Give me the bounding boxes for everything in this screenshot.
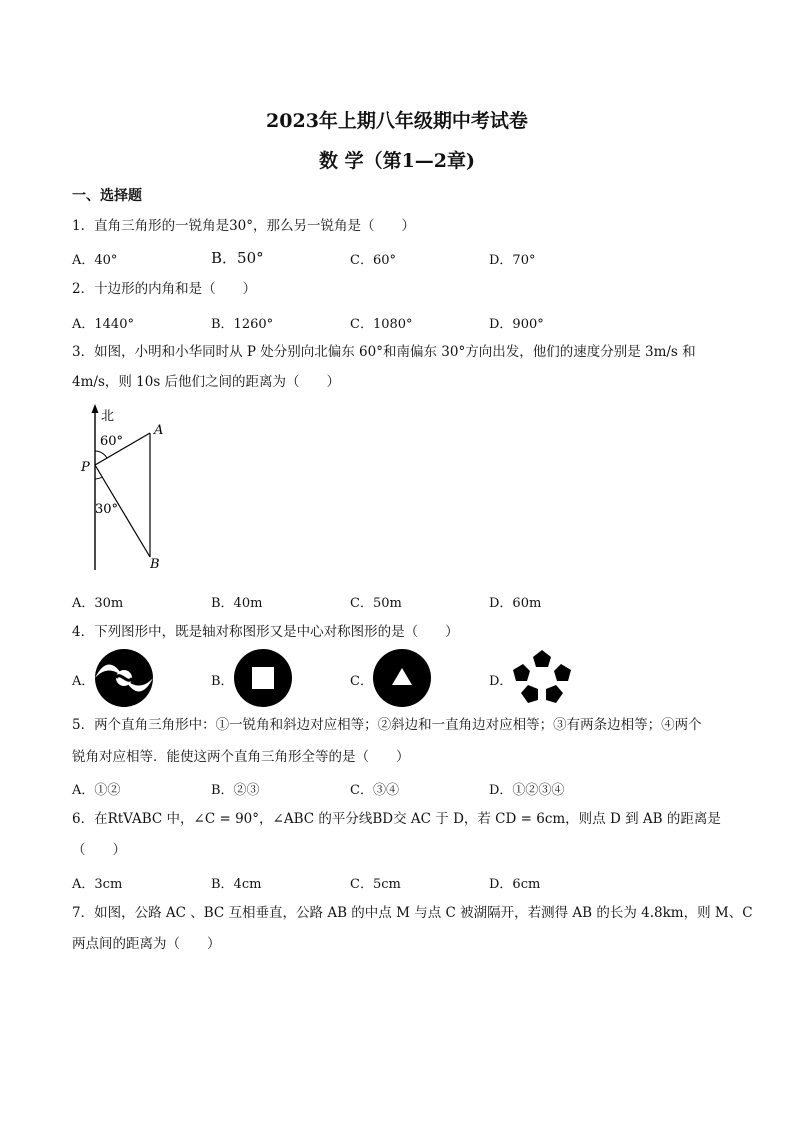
question-6-text-line1: 6．在RtVABC 中，∠C = 90°，∠ABC 的平分线BD交 AC 于 D，若 CD = 6cm，则点 D 到 AB 的距离是 — [72, 811, 721, 827]
question-1-text: 1．直角三角形的一锐角是30°，那么另一锐角是（ ） — [72, 218, 416, 234]
question-3-text-line1: 3．如图，小明和小华同时从 P 处分别向北偏东 60°和南偏东 30°方向出发，他们的速度分别是 3m/s 和 — [72, 344, 696, 360]
triangle-in-circle-icon — [372, 648, 432, 708]
question-2-options — [72, 313, 632, 333]
question-2-option-c: C．1080° — [350, 317, 413, 332]
north-arrow-icon — [92, 404, 99, 413]
question-5-option-a: A．①② — [72, 783, 121, 798]
question-1-option-a: A．40° — [72, 253, 118, 268]
question-4-option-d-label: D． — [489, 674, 513, 689]
angle-label-30: 30° — [95, 502, 119, 517]
angle-arc-top — [95, 451, 107, 458]
question-5-text-line2: 锐角对应相等．能使这两个直角三角形全等的是（ ） — [72, 749, 410, 765]
question-1-options — [72, 249, 632, 269]
question-5-text-line1: 5．两个直角三角形中：①一锐角和斜边对应相等；②斜边和一直角边对应相等；③有两条边相等；④两个 — [72, 717, 702, 733]
question-2-text: 2．十边形的内角和是（ ） — [72, 281, 257, 297]
question-6-option-a: A．3cm — [72, 877, 123, 892]
question-4-text: 4．下列图形中，既是轴对称图形又是中心对称图形的是（ ） — [72, 624, 459, 640]
square-in-circle-icon — [233, 648, 293, 708]
question-4-option-c-label: C． — [350, 674, 373, 689]
angle-label-60: 60° — [100, 434, 124, 449]
question-5-option-b: B．②③ — [211, 783, 260, 798]
question-1-option-d: D．70° — [489, 253, 536, 268]
question-4-option-a-label: A． — [72, 674, 95, 689]
question-2-option-d: D．900° — [489, 317, 544, 332]
question-6-text-line2: （ ） — [72, 842, 126, 858]
question-2-option-a: A．1440° — [72, 317, 134, 332]
point-a-label: A — [154, 423, 164, 438]
question-6-option-c: C．5cm — [350, 877, 401, 892]
question-2-option-b: B．1260° — [211, 317, 274, 332]
north-label: 北 — [101, 409, 115, 424]
question-5-option-d: D．①②③④ — [489, 783, 565, 798]
question-1-option-b: B．50° — [211, 249, 264, 267]
exam-subtitle: 数 学（第1—2章) — [318, 150, 476, 172]
point-b-label: B — [150, 557, 160, 572]
wave-circle-icon — [94, 648, 154, 708]
pentagon-flower-icon — [511, 648, 573, 708]
question-6-options — [72, 873, 632, 893]
question-3-options — [72, 592, 632, 612]
exam-title: 2023年上期八年级期中考试卷 — [266, 110, 528, 132]
point-p-label: P — [81, 460, 90, 475]
question-4-option-b-label: B． — [211, 674, 234, 689]
section-heading: 一、选择题 — [72, 188, 142, 204]
question-3-option-d: D．60m — [489, 596, 542, 611]
question-6-option-d: D．6cm — [489, 877, 541, 892]
angle-arc-bottom — [95, 477, 102, 479]
question-3-text-line2: 4m/s，则 10s 后他们之间的距离为（ ） — [72, 374, 341, 390]
question-7-text-line2: 两点间的距离为（ ） — [72, 936, 221, 952]
question-5-option-c: C．③④ — [350, 783, 399, 798]
question-3-figure — [72, 400, 182, 575]
question-3-option-b: B．40m — [211, 596, 263, 611]
question-3-option-c: C．50m — [350, 596, 402, 611]
question-3-option-a: A．30m — [72, 596, 124, 611]
question-1-option-c: C．60° — [350, 253, 396, 268]
question-7-text-line1: 7．如图，公路 AC 、BC 互相垂直，公路 AB 的中点 M 与点 C 被湖隔开，若测得 AB 的长为 4.8km，则 M、C — [72, 905, 753, 921]
question-6-option-b: B．4cm — [211, 877, 262, 892]
question-5-options — [72, 779, 632, 799]
